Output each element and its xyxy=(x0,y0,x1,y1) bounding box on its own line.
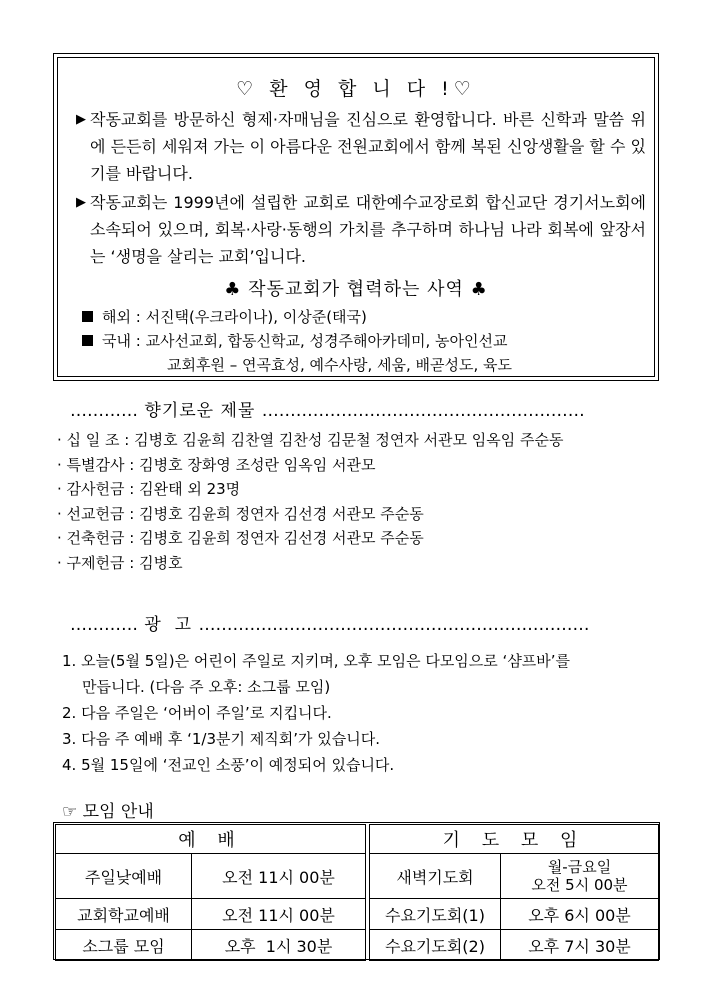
worship-name: 소그룹 모임 xyxy=(56,930,192,961)
mission-overseas xyxy=(82,305,367,329)
triangle-bullet-icon: ▶ xyxy=(76,195,86,210)
worship-time: 오후 1시 30분 xyxy=(192,930,366,961)
mission-title: ♣ 작동교회가 협력하는 사역 ♣ xyxy=(224,279,488,300)
list-item: 만듭니다. (다음 주 오후: 소그룹 모임) xyxy=(82,678,331,696)
prayer-name: 수요기도회(2) xyxy=(370,930,501,961)
welcome-box xyxy=(53,53,659,381)
welcome-box-inner xyxy=(57,57,655,377)
worship-time: 오전 11시 00분 xyxy=(192,899,366,930)
worship-name: 교회학교예배 xyxy=(56,899,192,930)
notices-title: 광 고 xyxy=(144,615,193,635)
welcome-paragraph-2 xyxy=(76,189,646,270)
worship-header: 예 배 xyxy=(56,825,366,854)
mission-overseas-text: 해외 : 서진택(우크라이나), 이상준(태국) xyxy=(102,308,367,326)
prayer-time-line2: 오전 5시 00분 xyxy=(531,876,628,894)
list-item: · 구제헌금 : 김병호 xyxy=(57,553,183,572)
header-dots-right: ………………………………………………… xyxy=(261,401,585,421)
table-row xyxy=(56,930,659,961)
header-dots-left: ………… xyxy=(70,615,138,635)
welcome-paragraph-1 xyxy=(76,106,646,187)
notices-list xyxy=(62,648,652,778)
mission-domestic-text: 국내 : 교사선교회, 합동신학교, 성경주해아카데미, 농아인선교 xyxy=(102,332,508,350)
triangle-bullet-icon: ▶ xyxy=(76,112,86,127)
list-item: 4. 5월 15일에 ‘전교인 소풍’이 예정되어 있습니다. xyxy=(62,756,395,774)
header-dots-left: ………… xyxy=(70,401,138,421)
list-item: 1. 오늘(5월 5일)은 어린이 주일로 지키며, 오후 모임은 다모임으로 ‘샴프바’를 xyxy=(62,652,571,670)
welcome-paragraph-1-text: 작동교회를 방문하신 형제·자매님을 진심으로 환영합니다. 바른 신학과 말씀 위에 든든히 세워져 가는 이 아름다운 전원교회에서 함께 복된 신앙생활을 할 수 있기를 바랍니다. xyxy=(90,110,646,183)
table-row xyxy=(56,854,659,899)
welcome-title: ♡ 환 영 합 니 다 !♡ xyxy=(236,78,476,100)
worship-time: 오전 11시 00분 xyxy=(192,854,366,899)
square-bullet-icon xyxy=(82,335,93,346)
prayer-header: 기 도 모 임 xyxy=(370,825,659,854)
prayer-time: 오후 7시 30분 xyxy=(501,930,659,961)
welcome-paragraph-2-text: 작동교회는 1999년에 설립한 교회로 대한예수교장로회 합신교단 경기서노회에 소속되어 있으며, 회복·사랑·동행의 가치를 추구하며 하나님 나라 회복에 앞장서는 ‘생명을 살리는 교회’입니다. xyxy=(90,193,646,266)
mission-domestic-cont: 교회후원 – 연곡효성, 예수사랑, 세움, 배곧성도, 육도 xyxy=(167,356,512,374)
prayer-name: 수요기도회(1) xyxy=(370,899,501,930)
offerings-title: 향기로운 제물 xyxy=(144,401,256,421)
list-item: 3. 다음 주 예배 후 ‘1/3분기 제직회’가 있습니다. xyxy=(62,730,380,748)
header-dots-right: …………………………………………………………… xyxy=(198,615,590,635)
prayer-time-line1: 월-금요일 xyxy=(547,858,612,876)
table-row xyxy=(56,899,659,930)
notices-header xyxy=(70,610,589,635)
list-item: · 십 일 조 : 김병호 김윤희 김찬열 김찬성 김문철 정연자 서관모 임옥임 주순동 xyxy=(57,431,564,449)
prayer-name: 새벽기도회 xyxy=(370,854,501,899)
mission-domestic xyxy=(82,329,507,353)
list-item: · 건축헌금 : 김병호 김윤희 정연자 김선경 서관모 주순동 xyxy=(57,529,424,548)
list-item: · 특별감사 : 김병호 장화영 조성란 임옥임 서관모 xyxy=(57,455,376,474)
list-item: · 선교헌금 : 김병호 김윤희 정연자 김선경 서관모 주순동 xyxy=(57,504,424,523)
list-item: 2. 다음 주일은 ‘어버이 주일’로 지킵니다. xyxy=(62,704,332,722)
prayer-time: 오후 6시 00분 xyxy=(501,899,659,930)
offerings-header xyxy=(70,396,585,421)
list-item: · 감사헌금 : 김완태 외 23명 xyxy=(57,480,241,499)
offerings-list xyxy=(57,428,564,576)
meetings-table xyxy=(55,824,659,961)
square-bullet-icon xyxy=(82,311,93,322)
worship-name: 주일낮예배 xyxy=(56,854,192,899)
prayer-time xyxy=(501,854,659,899)
meetings-title: ☞ 모임 안내 xyxy=(62,802,154,822)
